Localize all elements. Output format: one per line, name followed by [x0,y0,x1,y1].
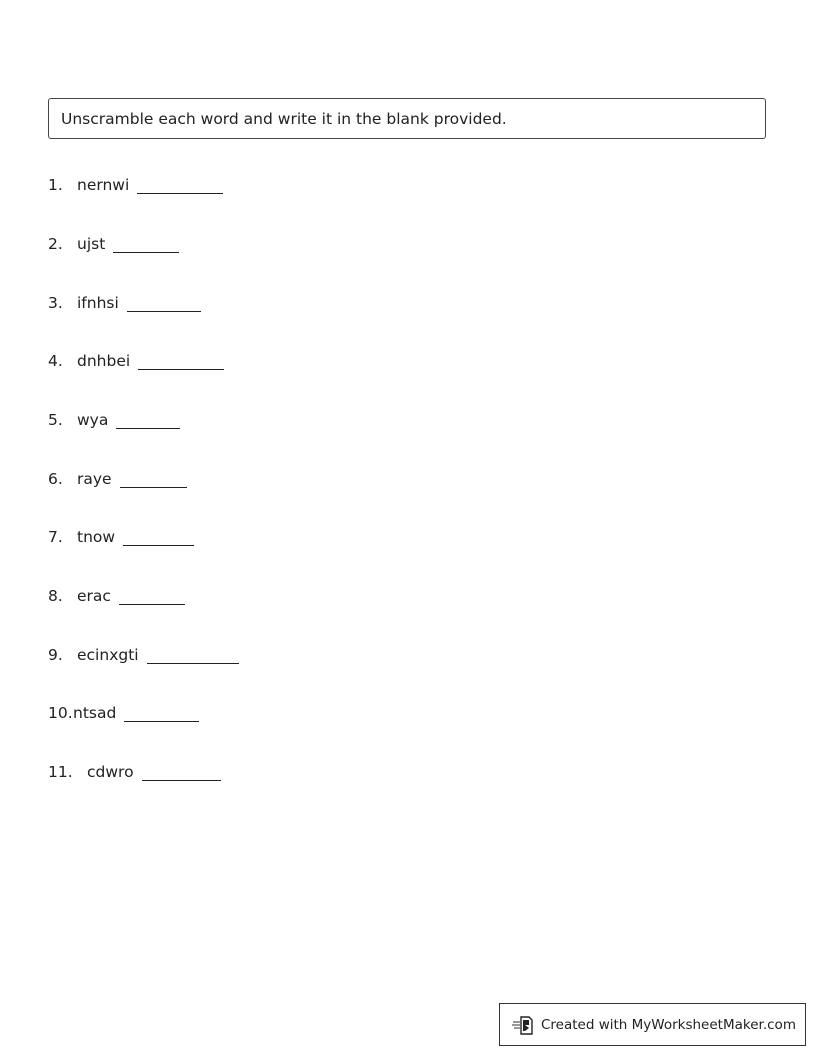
answer-blank[interactable] [113,251,179,253]
item-number: 7. [48,528,63,546]
worksheet-maker-logo-icon [512,1014,534,1036]
instructions-box [48,98,766,139]
list-item [48,587,185,605]
scrambled-word: erac [77,587,111,605]
scrambled-word: cdwro [87,763,134,781]
item-number: 6. [48,470,63,488]
item-number: 1. [48,176,63,194]
list-item [48,704,199,722]
list-item [48,411,180,429]
item-number: 3. [48,294,63,312]
list-item [48,763,221,781]
list-item [48,528,194,546]
list-item [48,294,201,312]
item-number: 11. [48,763,73,781]
item-number: 4. [48,352,63,370]
scrambled-word: wya [77,411,109,429]
answer-blank[interactable] [123,544,194,546]
instructions-text: Unscramble each word and write it in the blank provided. [61,109,507,128]
answer-blank[interactable] [138,368,224,370]
list-item [48,470,187,488]
scrambled-word: tnow [77,528,116,546]
answer-blank[interactable] [120,486,187,488]
item-number: 9. [48,646,63,664]
scrambled-word: nernwi [77,176,130,194]
footer-badge [499,1003,806,1046]
list-item [48,646,239,664]
answer-blank[interactable] [142,779,221,781]
footer-text: Created with MyWorksheetMaker.com [541,1016,796,1033]
answer-blank[interactable] [116,427,180,429]
item-number: 5. [48,411,63,429]
answer-blank[interactable] [119,603,185,605]
scrambled-word: raye [77,470,112,488]
item-number: 8. [48,587,63,605]
answer-blank[interactable] [127,310,201,312]
answer-blank[interactable] [147,662,239,664]
item-number: 10. [48,704,73,722]
scrambled-word: ecinxgti [77,646,139,664]
list-item [48,352,224,370]
scrambled-word: ifnhsi [77,294,119,312]
scrambled-word: dnhbei [77,352,131,370]
answer-blank[interactable] [137,192,223,194]
scrambled-word: ntsad [73,704,117,722]
scrambled-word: ujst [77,235,106,253]
list-item [48,235,179,253]
list-item [48,176,223,194]
answer-blank[interactable] [124,720,199,722]
item-number: 2. [48,235,63,253]
